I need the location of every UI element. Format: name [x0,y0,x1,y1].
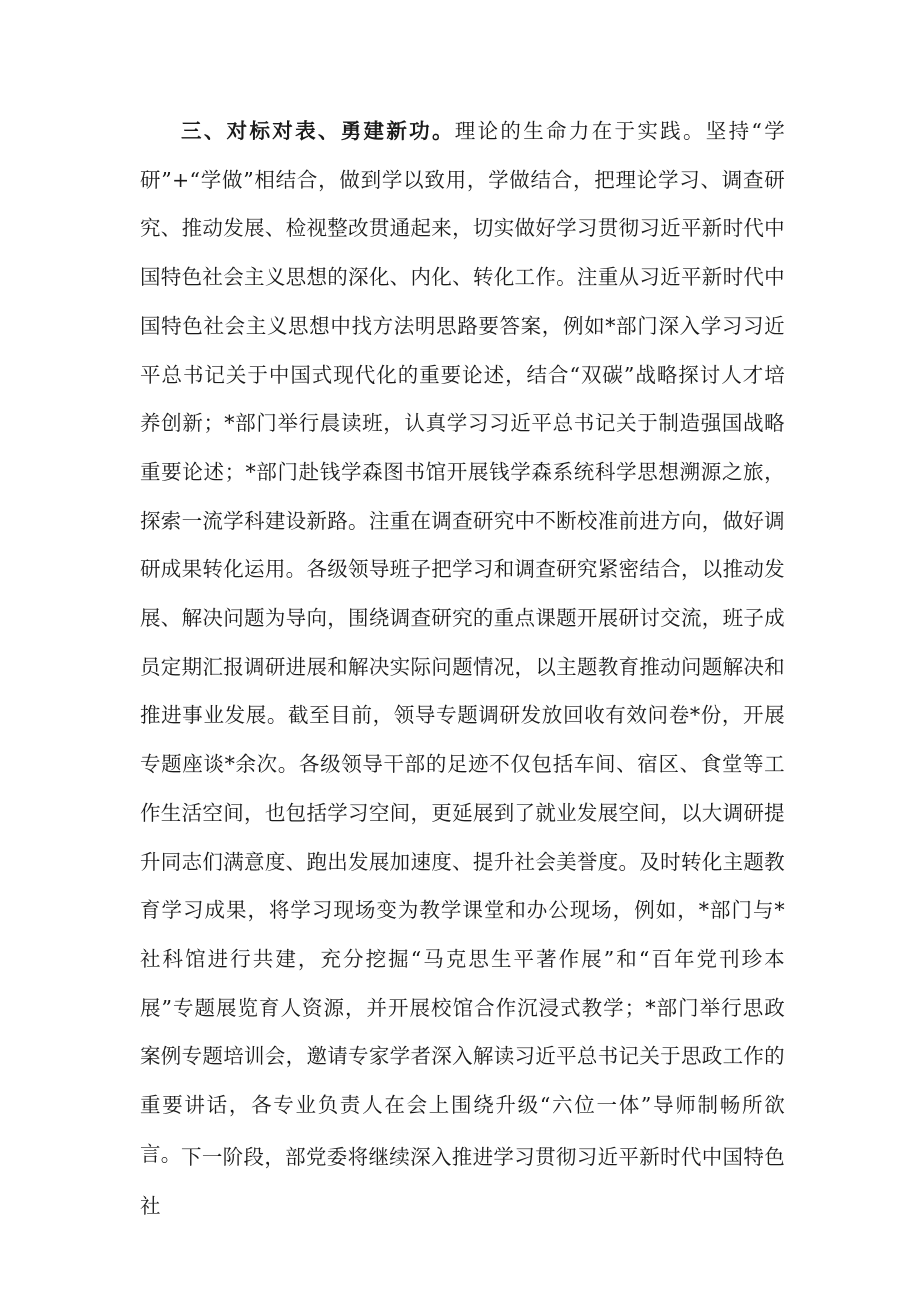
paragraph-next-stage [140,1133,785,1230]
section-heading: 三、对标对表、勇建新功。 [181,119,455,143]
paragraph-section-three [140,107,785,1178]
paragraph-body: 理论的生命力在于实践。坚持“学研”+“学做”相结合，做到学以致用，学做结合，把理论学习、调查研究、推动发展、检视整改贯通起来，切实做好学习贯彻习近平新时代中国特色社会主义思想的深化、内化、转化工作。注重从习近平新时代中国特色社会主义思想中找方法明思路要答案，例如*部门深入学习习近平总书记关于中国式现代化的重要论述，结合“双碳”战略探讨人才培养创新；*部门举行晨读班，认真学习习近平总书记关于制造强国战略重要论述；*部门赴钱学森图书馆开展钱学森系统科学思想溯源之旅，探索一流学科建设新路。注重在调查研究中不断校准前进方向，做好调研成果转化运用。各级领导班子把学习和调查研究紧密结合，以推动发展、解决问题为导向，围绕调查研究的重点课题开展研讨交流，班子成员定期汇报调研进展和解决实际问题情况，以主题教育推动问题解决和推进事业发展。截至目前，领导专题调研发放回收有效问卷*份，开展专题座谈*余次。各级领导干部的足迹不仅包括车间、宿区、食堂等工作生活空间，也包括学习空间，更延展到了就业发展空间，以大调研提升同志们满意度、跑出发展加速度、提升社会美誉度。及时转化主题教育学习成果，将学习现场变为教学课堂和办公现场，例如，*部门与*社科馆进行共建，充分挖掘“马克思生平著作展”和“百年党刊珍本展”专题展览育人资源，并开展校馆合作沉浸式教学；*部门举行思政案例专题培训会，邀请专家学者深入解读习近平总书记关于思政工作的重要讲话，各专业负责人在会上围绕升级“六位一体”导师制畅所欲言。 [140,119,785,1166]
paragraph-body: 下一阶段，部党委将继续深入推进学习贯彻习近平新时代中国特色社 [140,1145,785,1218]
